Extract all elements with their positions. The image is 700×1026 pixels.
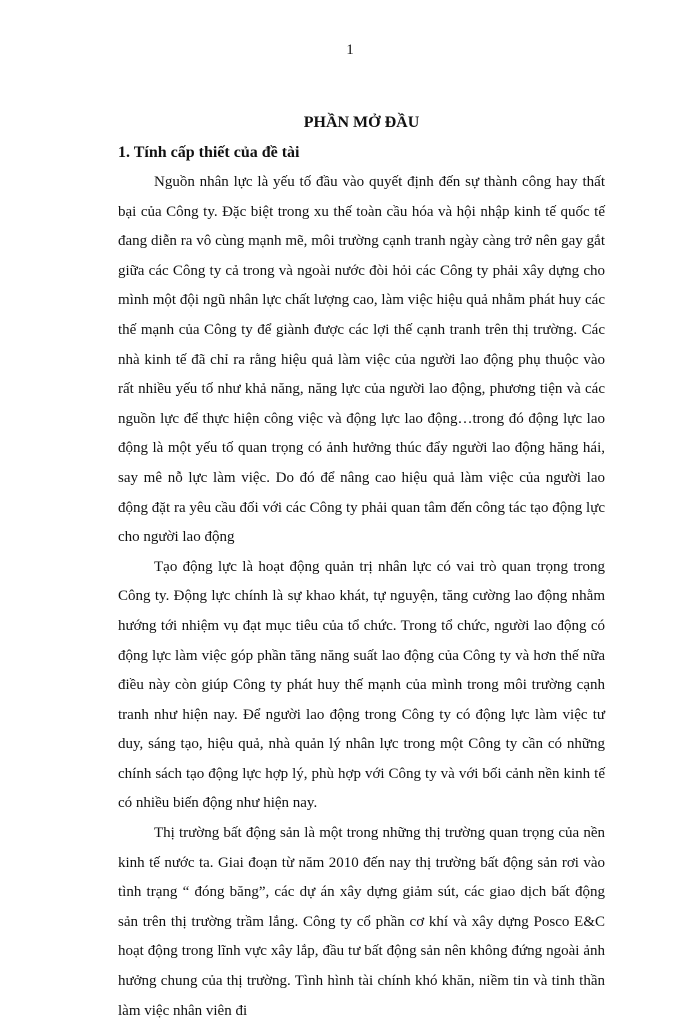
document-body	[118, 108, 605, 1026]
document-title: PHẦN MỞ ĐẦU	[303, 114, 420, 131]
paragraph-2: Tạo động lực là hoạt động quản trị nhân lực có vai trò quan trọng trong Công ty. Động lực chính là sự khao khát, tự nguyện, tăng cường lao động nhằm hướng tới nhiệm vụ đạt mục tiêu của tổ chức. Trong tổ chức, người lao động có động lực làm việc góp phần tăng năng suất lao động của Công ty và hơn thế nữa điều này còn giúp Công ty phát huy thế mạnh của mình trong môi trường cạnh tranh như hiện nay. Để người lao động trong Công ty có động lực làm việc tư duy, sáng tạo, hiệu quả, nhà quản lý nhân lực trong một Công ty cần có những chính sách tạo động lực hợp lý, phù hợp với Công ty và với bối cảnh nền kinh tế có nhiều biến động như hiện nay.	[118, 558, 605, 812]
paragraph-1: Nguồn nhân lực là yếu tố đầu vào quyết định đến sự thành công hay thất bại của Công ty. Đặc biệt trong xu thế toàn cầu hóa và hội nhập kinh tế quốc tế đang diễn ra vô cùng mạnh mẽ, môi trường cạnh tranh ngày càng trở nên gay gắt giữa các Công ty cả trong và ngoài nước đòi hỏi các Công ty phải xây dựng cho mình một đội ngũ nhân lực chất lượng cao, làm việc hiệu quả nhằm phát huy các thế mạnh của Công ty để giành được các lợi thế cạnh tranh trên thị trường. Các nhà kinh tế đã chỉ ra rằng hiệu quả làm việc của người lao động phụ thuộc vào rất nhiều yếu tố như khả năng, năng lực của người lao động, phương tiện và các nguồn lực để thực hiện công việc và động lực lao động…trong đó động lực lao động là một yếu tố quan trọng có ảnh hưởng thúc đẩy người lao động hăng hái, say mê nỗ lực làm việc. Do đó để nâng cao hiệu quả làm việc của người lao động đặt ra yêu cầu đối với các Công ty phải quan tâm đến công tác tạo động lực cho người lao động	[118, 174, 605, 546]
section-heading: 1. Tính cấp thiết của đề tài	[118, 144, 300, 161]
paragraph-3: Thị trường bất động sản là một trong những thị trường quan trọng của nền kinh tế nước ta. Giai đoạn từ năm 2010 đến nay thị trường bất động sản rơi vào tình trạng “ đóng băng”, các dự án xây dựng giảm sút, các giao dịch bất động sản trên thị trường trầm lắng. Công ty cổ phần cơ khí và xây dựng Posco E&C hoạt động trong lĩnh vực xây lắp, đầu tư bất động sản nên không đứng ngoài ảnh hưởng chung của thị trường. Tình hình tài chính khó khăn, niềm tin và tinh thần làm việc nhân viên đi	[118, 825, 605, 1019]
page-number: 1	[346, 42, 354, 58]
